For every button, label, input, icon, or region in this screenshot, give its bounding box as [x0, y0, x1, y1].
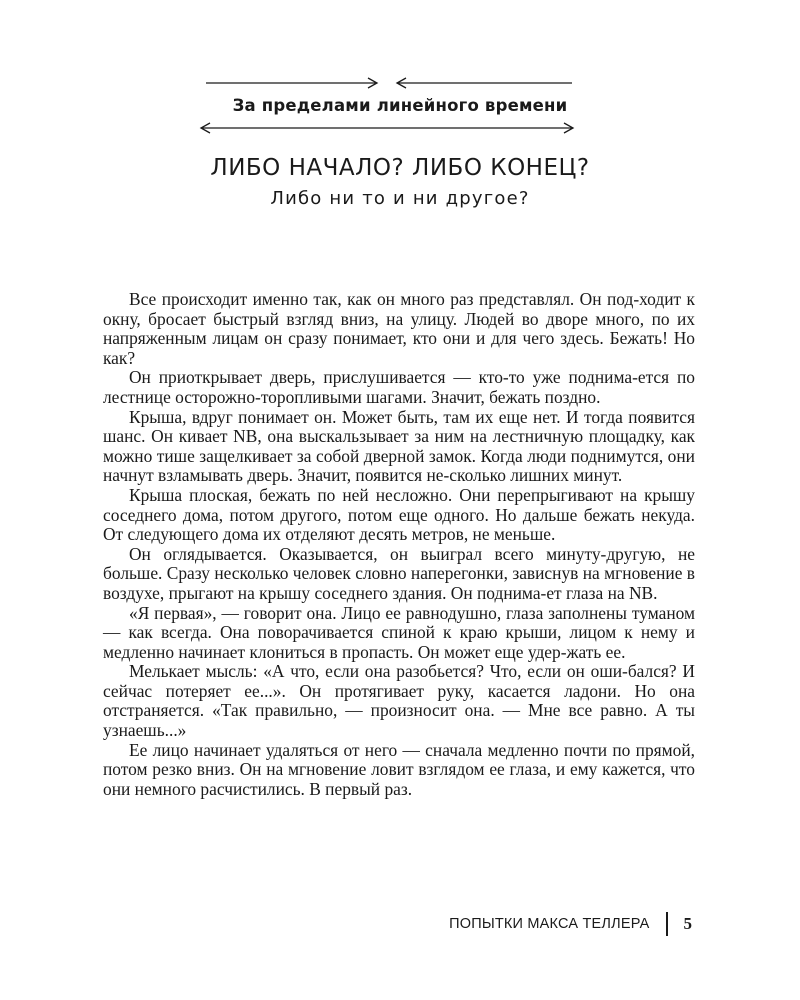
paragraph: Все происходит именно так, как он много раз представлял. Он под-ходит к окну, бросает быстрый взгляд вниз, на улицу. Людей во дворе много, по их напряженным лицам он сразу понимает, кто они и для чего здесь. Бежать! Но как? — [103, 289, 695, 368]
paragraph: Крыша, вдруг понимает он. Может быть, там их еще нет. И тогда появится шанс. Он кивает NB, она выскальзывает за ним на лестничную площадку, как можно тише защелкивает за собой дверной замок. Когда люди поднимутся, они начнут взламывать дверь. Значит, появится не-сколько лишних минут. — [103, 406, 695, 486]
chapter-title: ЛИБО НАЧАЛО? ЛИБО КОНЕЦ? — [210, 155, 590, 181]
footer-divider — [666, 912, 668, 936]
paragraph: Он оглядывается. Оказывается, он выиграл всего минуту-другую, не больше. Сразу несколько человек словно наперегонки, зависнув на мгновение в воздухе, прыгают на крышу соседнего здания. Он поднима-ет глаза на NB. — [103, 543, 695, 603]
section-title: За пределами линейного времени — [232, 96, 568, 115]
chapter-subtitle: Либо ни то и ни другое? — [270, 188, 530, 209]
section-header — [180, 76, 620, 135]
body-text — [103, 290, 695, 799]
bottom-arrow-ornament — [180, 121, 620, 135]
paragraph: Он приоткрывает дверь, прислушивается — кто-то уже поднима-ется по лестнице осторожно-торопливыми шагами. Значит, бежать поздно. — [103, 367, 695, 407]
top-arrows-ornament — [180, 76, 620, 90]
paragraph: «Я первая», — говорит она. Лицо ее равнодушно, глаза заполнены туманом — как всегда. Она поворачивается спиной к краю крыши, лицом к нему и медленно начинает клониться в пропасть. Он может еще удер-жать ее. — [103, 602, 695, 662]
page-number: 5 — [683, 914, 692, 933]
running-head: ПОПЫТКИ МАКСА ТЕЛЛЕРА — [449, 916, 650, 932]
page-footer — [449, 912, 692, 936]
paragraph: Мелькает мысль: «А что, если она разобьется? Что, если он оши-бался? И сейчас потеряет ее...». Он протягивает руку, касается ладони. Но она отстраняется. «Так правильно, — произносит она. — Мне все равно. А ты узнаешь...» — [103, 661, 695, 741]
paragraph: Ее лицо начинает удаляться от него — сначала медленно почти по прямой, потом резко вниз. Он на мгновение ловит взглядом ее глаза, и ему кажется, что они немного расчистились. В первый раз. — [103, 739, 695, 799]
paragraph: Крыша плоская, бежать по ней несложно. Они перепрыгивают на крышу соседнего дома, потом другого, потом еще одного. Но дальше бежать некуда. От следующего дома их отделяют десять метров, не меньше. — [103, 484, 695, 545]
